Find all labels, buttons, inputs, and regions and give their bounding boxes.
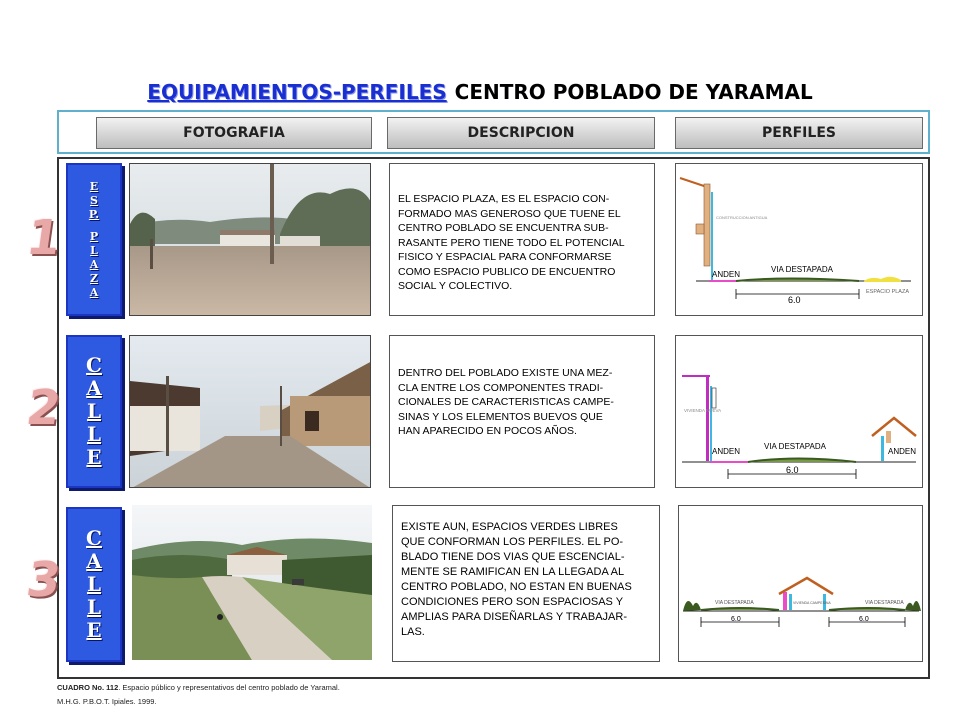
- caption-text: . Espacio público y representativos del centro poblado de Yaramal.: [118, 683, 340, 692]
- label-char: E: [86, 445, 102, 469]
- label-char: P: [89, 229, 99, 243]
- label-char: L: [90, 243, 98, 257]
- profile-label: 6.0: [786, 465, 799, 475]
- description-row-2: DENTRO DEL POBLADO EXISTE UNA MEZ- CLA ENTRE LOS COMPONENTES TRADI- CIONALES DE CARACTERISTICAS CAMPE- SINAS Y LOS ELEMENTOS BUEVOS QUE HAN APARECIDO EN POCOS AÑOS.: [389, 335, 655, 488]
- photo-calle-2: [129, 335, 371, 488]
- row-number-2: 2: [23, 380, 65, 436]
- row-number-1: 1: [23, 210, 65, 266]
- label-char: C: [86, 526, 102, 550]
- column-header-perfiles: PERFILES: [675, 117, 923, 149]
- row-label-esp-plaza: [66, 163, 122, 316]
- title-highlight: EQUIPAMIENTOS-PERFILES: [147, 80, 447, 104]
- column-header-descripcion: DESCRIPCION: [387, 117, 655, 149]
- row-label-calle-3: [66, 507, 122, 662]
- profile-row-1: [675, 163, 923, 316]
- row-number-3: 3: [23, 552, 65, 608]
- label-char: E: [86, 618, 102, 642]
- label-char: L: [86, 422, 102, 446]
- title-rest: CENTRO POBLADO DE YARAMAL: [454, 80, 813, 104]
- profile-row-2: [675, 335, 923, 488]
- page-title: [0, 80, 960, 104]
- profile-diagram-3: [679, 506, 923, 662]
- profile-diagram-1: [676, 164, 923, 316]
- description-row-1: EL ESPACIO PLAZA, ES EL ESPACIO CON- FORMADO MAS GENEROSO QUE TUENE EL CENTRO POBLADO SE ENCUENTRA SUB- RASANTE PERO TIENE TODO EL POTENCIAL FISICO Y ESPACIAL PARA CONFORMARSE COMO ESPACIO PUBLICO DE ENCUENTRO SOCIAL Y COLECTIVO.: [389, 163, 655, 316]
- label-char: L: [86, 572, 102, 596]
- profile-diagram-2: [676, 336, 923, 488]
- label-char: L: [86, 399, 102, 423]
- label-char: A: [89, 257, 99, 271]
- profile-label: VIVIENDA CAMPESINA: [793, 601, 831, 605]
- description-row-3: EXISTE AUN, ESPACIOS VERDES LIBRES QUE CONFORMAN LOS PERFILES. EL PO- BLADO TIENE DOS VIAS QUE ESCENCIAL- MENTE SE RAMIFICAN EN LA LLEGADA AL CENTRO POBLADO, NO ESTAN EN BUENAS CONDICIONES PERO SON ESPACIOSAS Y AMPLIAS PARA DISEÑARLAS Y TRABAJAR- LAS.: [392, 505, 660, 662]
- profile-label: VIA DESTAPADA: [764, 442, 826, 451]
- photo-plaza: [129, 163, 371, 316]
- caption-line-1: [57, 683, 340, 692]
- plaza-photo-image: [130, 164, 371, 316]
- calle-2-photo-image: [130, 336, 371, 488]
- label-char: E: [89, 179, 99, 193]
- row-label-calle-2: [66, 335, 122, 488]
- profile-label: ESPACIO PLAZA: [866, 289, 909, 295]
- profile-label: ANDEN: [888, 447, 917, 456]
- profile-label: CONSTRUCCION ANTIGUA: [716, 215, 768, 220]
- photo-calle-3: [132, 505, 372, 660]
- label-char: A: [86, 549, 102, 573]
- profile-label: 6.0: [788, 295, 801, 305]
- label-char: Z: [89, 271, 99, 285]
- label-char: A: [86, 376, 102, 400]
- profile-label: 6.0: [859, 616, 869, 623]
- caption-line-2: M.H.G. P.B.O.T. Ipiales. 1999.: [57, 697, 157, 706]
- profile-label: VIA DESTAPADA: [771, 265, 833, 274]
- label-char: S: [90, 193, 98, 207]
- label-char: A: [89, 285, 99, 299]
- label-char: C: [86, 353, 102, 377]
- profile-label: ANDEN: [712, 270, 741, 279]
- caption-bold: CUADRO No. 112: [57, 683, 119, 692]
- profile-label: VIVIENDA NUEVA: [684, 408, 722, 413]
- profile-label: VIA DESTAPADA: [865, 600, 904, 606]
- profile-label: VIA DESTAPADA: [715, 600, 754, 606]
- label-char: L: [86, 595, 102, 619]
- column-header-fotografia: FOTOGRAFIA: [96, 117, 372, 149]
- label-char: P.: [88, 207, 100, 221]
- profile-label: 6.0: [731, 616, 741, 623]
- calle-3-photo-image: [132, 505, 372, 660]
- profile-row-3: [678, 505, 923, 662]
- profile-label: ANDEN: [712, 447, 741, 456]
